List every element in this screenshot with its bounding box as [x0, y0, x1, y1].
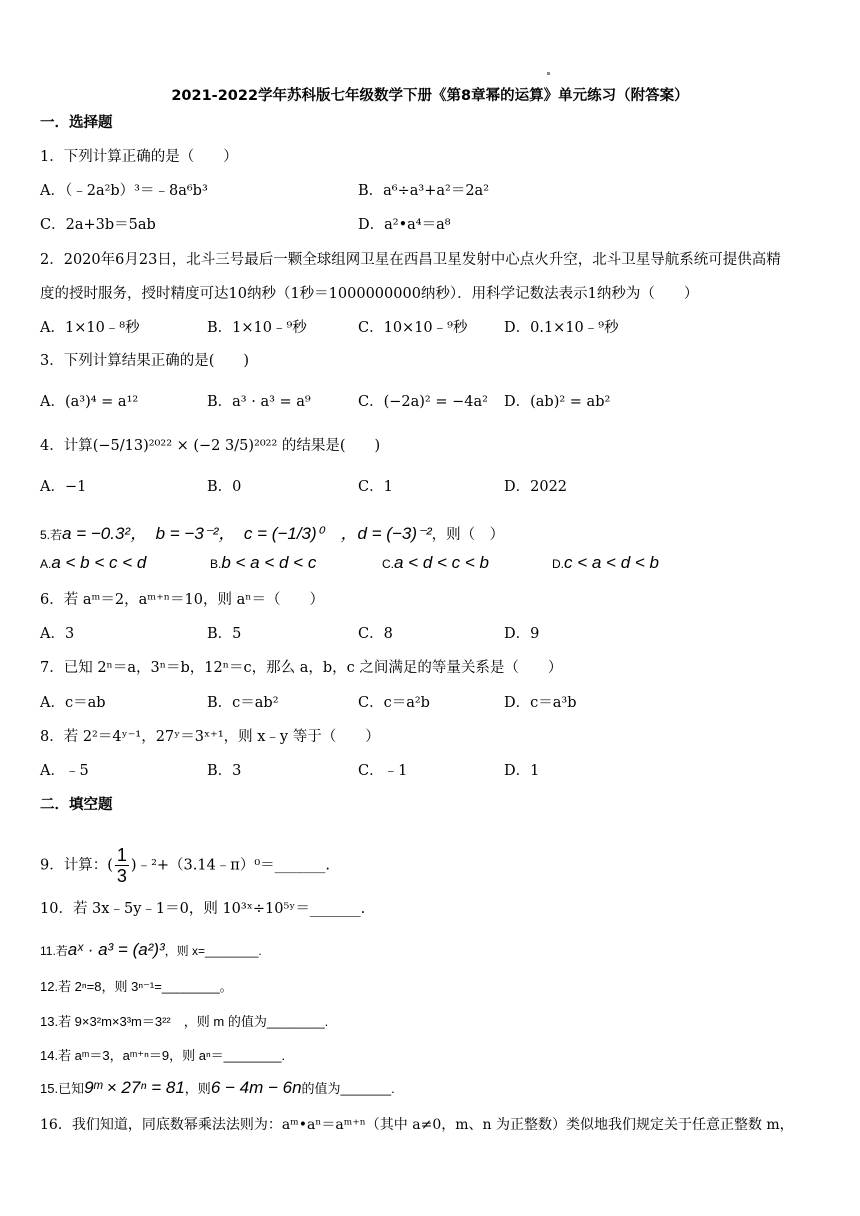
q10-stem: 10．若 3x﹣5y﹣1＝0，则 10³ˣ÷10⁵ʸ＝_______.: [40, 901, 366, 917]
q4-option-c: C．1: [358, 479, 393, 495]
q6-stem: 6．若 aᵐ＝2，aᵐ⁺ⁿ＝10，则 aⁿ＝（ ）: [40, 592, 325, 608]
q15-expression: 6 − 4m − 6n: [210, 1078, 302, 1097]
q8-option-c: C．﹣1: [358, 763, 408, 779]
q8-option-d: D．1: [504, 763, 540, 779]
section-choice: 一．选择题: [40, 115, 113, 131]
q16-stem: 16．我们知道，同底数幂乘法法则为：aᵐ•aⁿ＝aᵐ⁺ⁿ（其中 a≠0，m、n 为正整数）类似地我们规定关于任意正整数 m，: [40, 1117, 794, 1133]
q7-option-c: C．c＝a²b: [358, 695, 430, 711]
q1-option-a: A．（﹣2a²b）³＝﹣8a⁶b³: [40, 183, 208, 199]
q6-option-d: D．9: [504, 626, 540, 642]
q7-option-a: A．c＝ab: [40, 695, 106, 711]
q5-option-a: a < b < c < d: [51, 553, 147, 572]
q11-suffix: ，则 x=________.: [164, 944, 262, 958]
q8-option-b: B．3: [207, 763, 242, 779]
q6-option-c: C．8: [358, 626, 393, 642]
q2-option-c: C．10×10﹣⁹秒: [358, 320, 468, 336]
q5-option-a-label: A.: [40, 557, 52, 571]
q4-option-d: D．2022: [504, 479, 568, 495]
q5-stem-pre: 5.若: [40, 528, 63, 542]
q5-option-b-label: B.: [210, 557, 222, 571]
q5-option-b: b < a < d < c: [221, 553, 317, 572]
q7-stem: 7．已知 2ⁿ＝a，3ⁿ＝b，12ⁿ＝c，那么 a，b，c 之间满足的等量关系是（ ）: [40, 660, 563, 676]
q11-expression: aˣ · a³ = (a²)³: [67, 940, 165, 959]
q15-suffix: 的值为_______.: [301, 1081, 395, 1096]
q2-option-a: A．1×10﹣⁸秒: [40, 320, 140, 336]
q11-prefix: 11.若: [40, 944, 68, 958]
q13-stem: 13.若 9×3²m×3³m＝3²² ，则 m 的值为________.: [40, 1014, 329, 1029]
q6-option-b: B．5: [207, 626, 242, 642]
q15-condition: 9ᵐ × 27ⁿ = 81: [84, 1078, 185, 1097]
q9-prefix: 9．计算：(: [40, 857, 113, 874]
q9-suffix: )﹣²+（3.14﹣π）⁰＝_______.: [130, 857, 331, 874]
q15-mid: ，则: [184, 1081, 211, 1096]
q9-fraction: [115, 845, 129, 886]
q4-option-a: A．−1: [40, 479, 87, 495]
q3-option-a: A．(a³)⁴ = a¹²: [40, 394, 139, 410]
q8-stem: 8．若 2²＝4ʸ⁻¹，27ʸ＝3ˣ⁺¹，则 x﹣y 等于（ ）: [40, 729, 380, 745]
q6-option-a: A．3: [40, 626, 75, 642]
q15-prefix: 15.已知: [40, 1081, 85, 1096]
q5-option-d: c < a < d < b: [564, 553, 659, 572]
q5-option-c-label: C.: [382, 557, 394, 571]
q1-option-c: C．2a+3b＝5ab: [40, 217, 156, 233]
q2-option-d: D．0.1×10﹣⁹秒: [504, 320, 619, 336]
q5-expression: a = −0.3²， b = −3⁻²， c = (−1/3)⁰ ，d = (−3)⁻²: [62, 524, 432, 543]
q2-stem-line1: 2．2020年6月23日，北斗三号最后一颗全球组网卫星在西昌卫星发射中心点火升空，北斗卫星导航系统可提供高精: [40, 252, 781, 268]
q9-fraction-denominator: 3: [116, 866, 127, 886]
q5-stem-post: ，则（ ）: [431, 527, 505, 543]
q7-option-b: B．c＝ab²: [207, 695, 279, 711]
q4-stem: 4．计算(−5/13)²⁰²² × (−2 3/5)²⁰²² 的结果是( ): [40, 438, 381, 454]
q4-option-b: B．0: [207, 479, 242, 495]
q12-stem: 12.若 2ⁿ=8，则 3ⁿ⁻¹=________。: [40, 979, 233, 994]
q14-stem: 14.若 aᵐ＝3，aᵐ⁺ⁿ＝9，则 aⁿ＝________.: [40, 1048, 286, 1063]
q5-option-c: a < d < c < b: [394, 553, 489, 572]
q3-option-b: B．a³ · a³ = a⁹: [207, 394, 311, 410]
q5-option-d-label: D.: [552, 557, 564, 571]
q1-option-d: D．a²•a⁴＝a⁸: [358, 217, 451, 233]
section-fill: 二．填空题: [40, 797, 113, 813]
q3-option-c: C．(−2a)² = −4a²: [358, 394, 488, 410]
scan-dot: [547, 72, 550, 75]
q2-stem-line2: 度的授时服务，授时精度可达10纳秒（1秒＝1000000000纳秒）．用科学记数法表示1纳秒为（ ）: [40, 286, 699, 302]
page-title: 2021-2022学年苏科版七年级数学下册《第8章幂的运算》单元练习（附答案）: [171, 88, 689, 104]
q2-option-b: B．1×10﹣⁹秒: [207, 320, 307, 336]
q9-fraction-numerator: 1: [116, 845, 127, 865]
q1-stem: 1．下列计算正确的是（ ）: [40, 149, 238, 165]
q1-option-b: B．a⁶÷a³+a²＝2a²: [358, 183, 490, 199]
q3-option-d: D．(ab)² = ab²: [504, 394, 611, 410]
q3-stem: 3．下列计算结果正确的是( ): [40, 353, 250, 369]
q8-option-a: A．﹣5: [40, 763, 89, 779]
q7-option-d: D．c＝a³b: [504, 695, 577, 711]
